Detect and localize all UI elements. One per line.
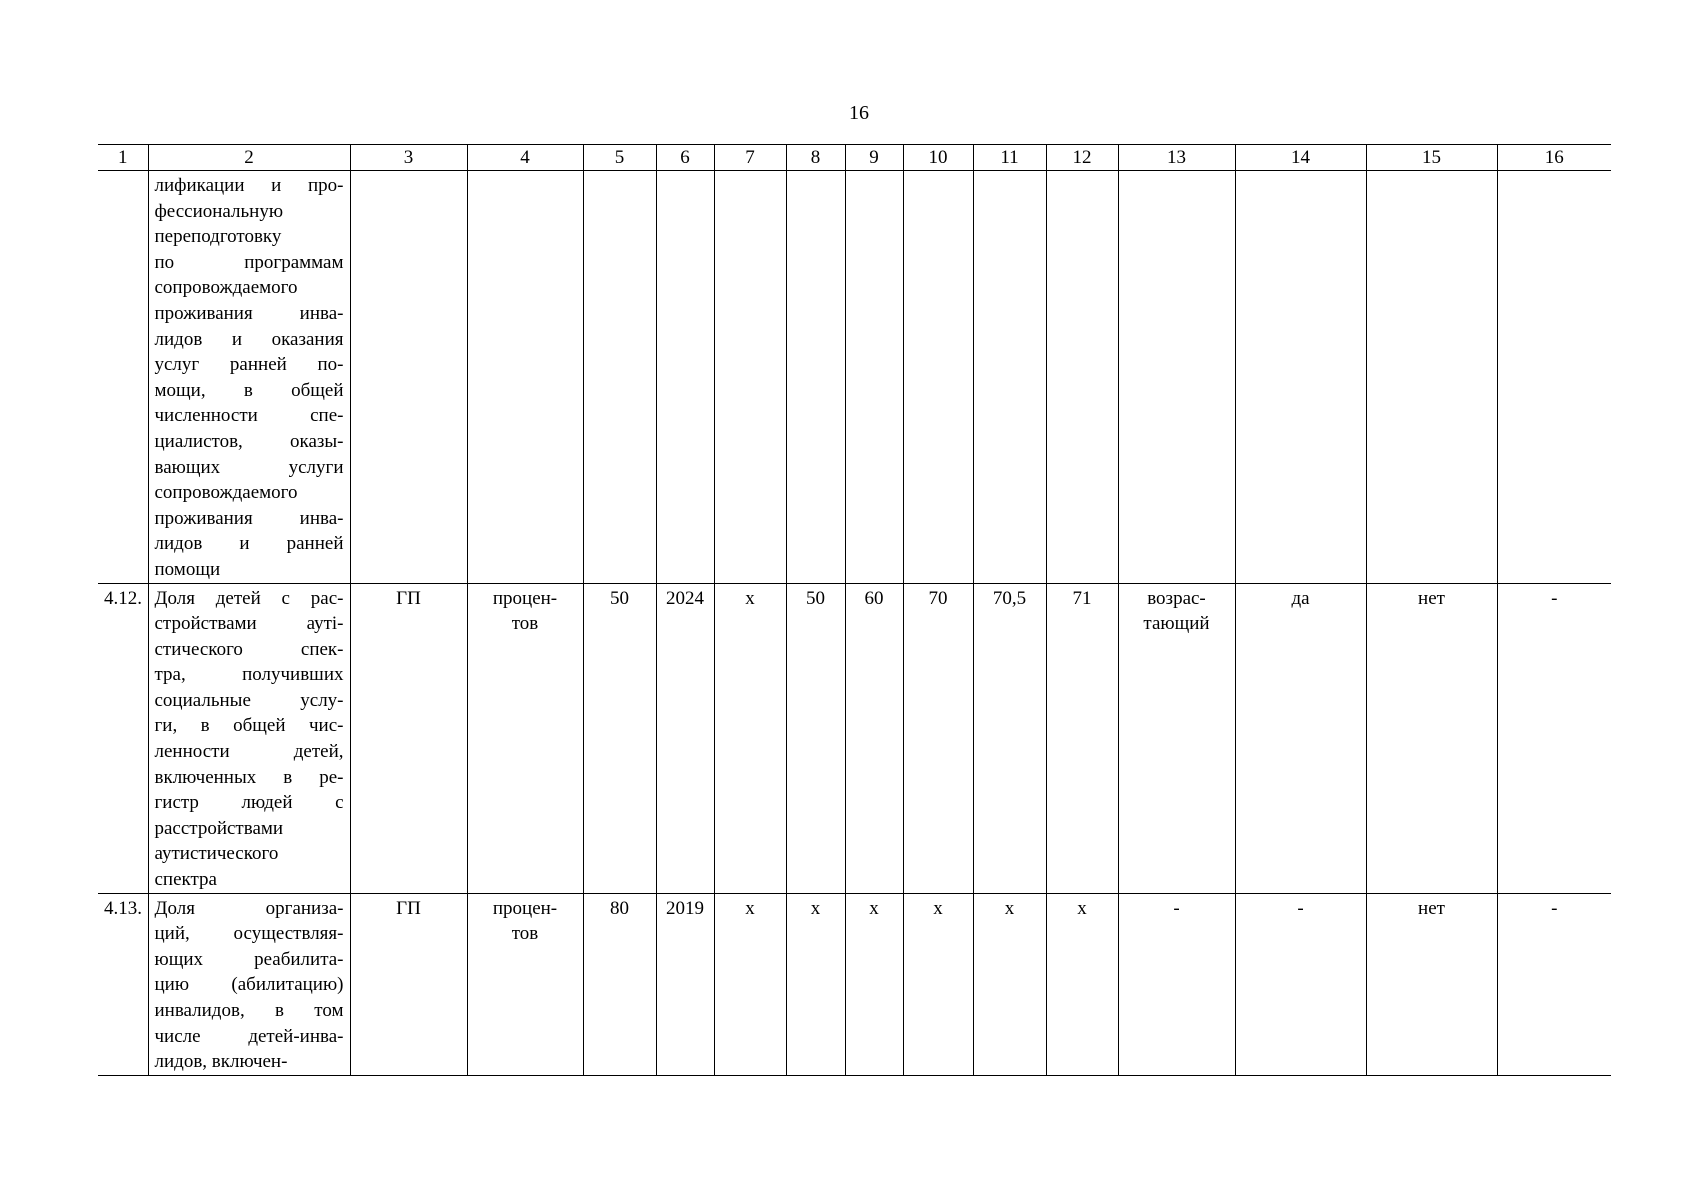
indicator-name-line: расстройствами bbox=[154, 817, 284, 839]
indicator-number-text: 4.13. bbox=[104, 897, 142, 919]
column-header: 9 bbox=[845, 145, 903, 171]
value-col-14 bbox=[1235, 171, 1366, 584]
indicator-name-line: лидов и ранней bbox=[154, 533, 344, 555]
value-col-7-text: х bbox=[745, 897, 755, 919]
base-value-text: 80 bbox=[610, 897, 629, 919]
column-header: 10 bbox=[903, 145, 973, 171]
value-col-16 bbox=[1497, 893, 1611, 1075]
indicator-name-line: сопровождаемого bbox=[154, 277, 298, 299]
indicator-name-line: циалистов, оказы- bbox=[154, 430, 344, 452]
value-col-12-text: 71 bbox=[1072, 587, 1092, 609]
indicator-name-line: ций, осуществляя- bbox=[154, 923, 344, 945]
column-header: 14 bbox=[1235, 145, 1366, 171]
base-year bbox=[656, 893, 714, 1075]
unit-of-measure bbox=[467, 583, 583, 893]
indicator-name-line: аутистического bbox=[154, 843, 279, 865]
indicator-name-line: ги, в общей чис- bbox=[154, 715, 344, 737]
base-year bbox=[656, 171, 714, 584]
indicator-name-line: сопровождаемого bbox=[154, 482, 298, 504]
value-col-7-text: х bbox=[745, 587, 755, 609]
indicator-name-line: численности спе- bbox=[154, 405, 344, 427]
indicator-name-line: гистр людей с bbox=[154, 792, 344, 814]
value-col-7 bbox=[714, 893, 786, 1075]
value-col-11 bbox=[973, 171, 1046, 584]
indicator-name bbox=[148, 583, 350, 893]
value-col-11-text: 70,5 bbox=[992, 587, 1027, 609]
value-col-12 bbox=[1046, 893, 1118, 1075]
trend-text: - bbox=[1173, 897, 1180, 919]
column-header: 12 bbox=[1046, 145, 1118, 171]
indicator-name-line: проживания инва- bbox=[154, 302, 344, 324]
column-header: 16 bbox=[1497, 145, 1611, 171]
indicator-name-line: лидов и оказания bbox=[154, 328, 344, 350]
indicator-name-line: цию (абилитацию) bbox=[154, 974, 344, 996]
base-year-text: 2024 bbox=[666, 587, 704, 609]
unit-of-measure bbox=[467, 171, 583, 584]
column-header: 5 bbox=[583, 145, 656, 171]
value-col-10-text: 70 bbox=[928, 587, 948, 609]
value-col-16 bbox=[1497, 583, 1611, 893]
indicator-level bbox=[350, 893, 467, 1075]
unit-of-measure bbox=[467, 893, 583, 1075]
trend bbox=[1118, 583, 1235, 893]
value-col-14-text: да bbox=[1291, 587, 1310, 609]
value-col-8 bbox=[786, 893, 845, 1075]
trend bbox=[1118, 893, 1235, 1075]
value-col-8 bbox=[786, 583, 845, 893]
indicator-level bbox=[350, 171, 467, 584]
unit-of-measure-text: процен- bbox=[492, 897, 558, 919]
column-header: 8 bbox=[786, 145, 845, 171]
indicator-name-line: стройствами ауті- bbox=[154, 613, 344, 635]
column-header: 11 bbox=[973, 145, 1046, 171]
indicator-table bbox=[98, 144, 1611, 1076]
column-header: 7 bbox=[714, 145, 786, 171]
unit-of-measure-text: тов bbox=[511, 923, 539, 945]
indicator-name-line: услуг ранней по- bbox=[154, 354, 344, 376]
indicator-name-line: числе детей-инва- bbox=[154, 1025, 344, 1047]
trend-text: тающий bbox=[1143, 613, 1210, 635]
indicator-name-line: фессиональную bbox=[154, 200, 284, 222]
indicator-name-line: по программам bbox=[154, 251, 344, 273]
table-row bbox=[98, 893, 1611, 1075]
indicator-name bbox=[148, 171, 350, 584]
value-col-7 bbox=[714, 171, 786, 584]
base-year bbox=[656, 583, 714, 893]
value-col-7 bbox=[714, 583, 786, 893]
value-col-15-text: нет bbox=[1418, 897, 1445, 919]
column-number-row bbox=[98, 145, 1611, 171]
value-col-14 bbox=[1235, 583, 1366, 893]
indicator-number bbox=[98, 893, 148, 1075]
unit-of-measure-text: тов bbox=[511, 613, 539, 635]
indicator-level bbox=[350, 583, 467, 893]
indicator-number bbox=[98, 171, 148, 584]
indicator-name-line: ющих реабилита- bbox=[154, 948, 344, 970]
base-value bbox=[583, 893, 656, 1075]
value-col-8-text: х bbox=[810, 897, 821, 919]
value-col-8 bbox=[786, 171, 845, 584]
indicator-name-line: инвалидов, в том bbox=[154, 1000, 344, 1021]
indicator-number-text: 4.12. bbox=[104, 587, 142, 609]
value-col-15 bbox=[1366, 583, 1497, 893]
indicator-name-line: включенных в ре- bbox=[154, 766, 344, 788]
indicator-name-line: Доля детей с рас- bbox=[154, 587, 344, 609]
value-col-9 bbox=[845, 893, 903, 1075]
value-col-11 bbox=[973, 893, 1046, 1075]
page-number: 16 bbox=[849, 102, 869, 124]
value-col-9-text: 60 bbox=[864, 587, 884, 609]
value-col-12-text: х bbox=[1077, 897, 1087, 919]
indicator-name-line: ленности детей, bbox=[154, 741, 344, 763]
indicator-number bbox=[98, 583, 148, 893]
value-col-10-text: х bbox=[933, 897, 943, 919]
value-col-8-text: 50 bbox=[806, 587, 825, 609]
column-header: 15 bbox=[1366, 145, 1497, 171]
indicator-name-line: вающих услуги bbox=[154, 456, 344, 478]
indicator-level-text: ГП bbox=[396, 587, 421, 609]
value-col-14 bbox=[1235, 893, 1366, 1075]
table-row bbox=[98, 583, 1611, 893]
indicator-level-text: ГП bbox=[396, 897, 421, 919]
value-col-15 bbox=[1366, 171, 1497, 584]
value-col-14-text: - bbox=[1297, 897, 1304, 919]
base-year-text: 2019 bbox=[666, 897, 704, 919]
indicator-name-line: переподготовку bbox=[154, 226, 282, 248]
value-col-9 bbox=[845, 583, 903, 893]
trend bbox=[1118, 171, 1235, 584]
value-col-15 bbox=[1366, 893, 1497, 1075]
indicator-name-line: Доля организа- bbox=[154, 897, 344, 919]
indicator-name-line: помощи bbox=[154, 558, 221, 580]
indicator-name-line: социальные услу- bbox=[154, 689, 344, 711]
unit-of-measure-text: процен- bbox=[492, 587, 558, 609]
indicator-name-line: спектра bbox=[154, 869, 217, 891]
column-header: 13 bbox=[1118, 145, 1235, 171]
value-col-9 bbox=[845, 171, 903, 584]
indicator-name bbox=[148, 893, 350, 1075]
trend-text: возрас- bbox=[1147, 587, 1206, 609]
column-header: 4 bbox=[467, 145, 583, 171]
value-col-16-text: - bbox=[1551, 587, 1558, 609]
value-col-12 bbox=[1046, 583, 1118, 893]
indicator-name-line: стического спек- bbox=[154, 638, 344, 660]
column-header: 6 bbox=[656, 145, 714, 171]
value-col-12 bbox=[1046, 171, 1118, 584]
value-col-16 bbox=[1497, 171, 1611, 584]
base-value bbox=[583, 171, 656, 584]
table-row bbox=[98, 171, 1611, 584]
value-col-10 bbox=[903, 171, 973, 584]
indicator-name-line: лификации и про- bbox=[154, 175, 344, 196]
value-col-15-text: нет bbox=[1418, 587, 1445, 609]
indicator-name-line: проживания инва- bbox=[154, 507, 344, 529]
value-col-11 bbox=[973, 583, 1046, 893]
value-col-10 bbox=[903, 893, 973, 1075]
indicator-name-line: лидов, включен- bbox=[154, 1051, 288, 1073]
indicator-name-line: тра, получивших bbox=[154, 664, 344, 686]
value-col-9-text: х bbox=[869, 897, 879, 919]
column-header: 3 bbox=[350, 145, 467, 171]
value-col-11-text: х bbox=[1004, 897, 1015, 919]
indicator-name-line: мощи, в общей bbox=[154, 379, 344, 401]
base-value bbox=[583, 583, 656, 893]
value-col-16-text: - bbox=[1551, 897, 1558, 919]
value-col-10 bbox=[903, 583, 973, 893]
base-value-text: 50 bbox=[610, 587, 629, 609]
column-header: 1 bbox=[98, 145, 148, 171]
column-header: 2 bbox=[148, 145, 350, 171]
